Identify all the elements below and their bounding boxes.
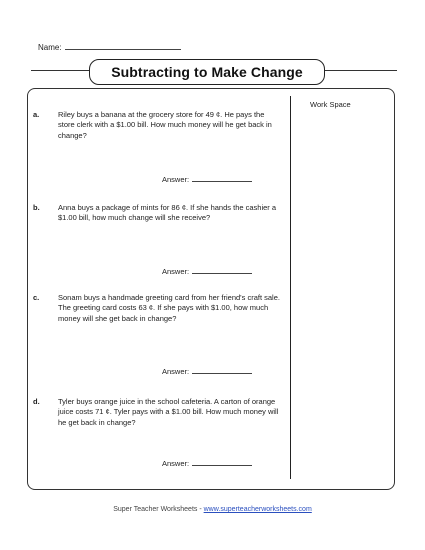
name-blank[interactable]: [65, 41, 181, 50]
worksheet-frame: [27, 88, 395, 490]
problem-a: [33, 110, 283, 141]
answer-blank[interactable]: [192, 366, 252, 374]
work-space-label: Work Space: [310, 100, 351, 109]
problem-text: Tyler buys orange juice in the school cafeteria. A carton of orange juice costs 71 ¢. Tyler pays with a $1.00 bill. How much money will he get back in change?: [58, 397, 279, 427]
problem-text: Sonam buys a handmade greeting card from her friend's craft sale. The greeting card costs 63 ¢. If she pays with $1.00, how much money will she get back in change?: [58, 293, 280, 323]
footer-text: Super Teacher Worksheets -: [113, 506, 204, 513]
answer-label: Answer:: [162, 175, 190, 184]
problem-letter: a.: [33, 110, 40, 119]
answer-blank[interactable]: [192, 174, 252, 182]
answer-label: Answer:: [162, 267, 190, 276]
problem-text: Anna buys a package of mints for 86 ¢. If she hands the cashier a $1.00 bill, how much change will she receive?: [58, 203, 277, 223]
problem-letter: c.: [33, 293, 40, 302]
answer-b[interactable]: [162, 266, 252, 276]
worksheet-title: Subtracting to Make Change: [89, 59, 325, 85]
answer-a[interactable]: [162, 174, 252, 184]
answer-blank[interactable]: [192, 458, 252, 466]
answer-label: Answer:: [162, 459, 190, 468]
problem-text: Riley buys a banana at the grocery store for 49 ¢. He pays the store clerk with a $1.00 bill. How much money will he get back in change?: [58, 110, 272, 140]
answer-c[interactable]: [162, 366, 252, 376]
problem-b: [33, 203, 283, 224]
name-row: [38, 41, 181, 52]
problem-letter: d.: [33, 397, 40, 406]
problem-letter: b.: [33, 203, 40, 212]
work-space-divider: [290, 96, 291, 479]
footer-link[interactable]: www.superteacherworksheets.com: [203, 506, 312, 513]
answer-label: Answer:: [162, 367, 190, 376]
problem-d: [33, 397, 283, 428]
footer: [0, 506, 425, 513]
problem-c: [33, 293, 283, 324]
name-label: Name:: [38, 43, 62, 52]
answer-blank[interactable]: [192, 266, 252, 274]
answer-d[interactable]: [162, 458, 252, 468]
